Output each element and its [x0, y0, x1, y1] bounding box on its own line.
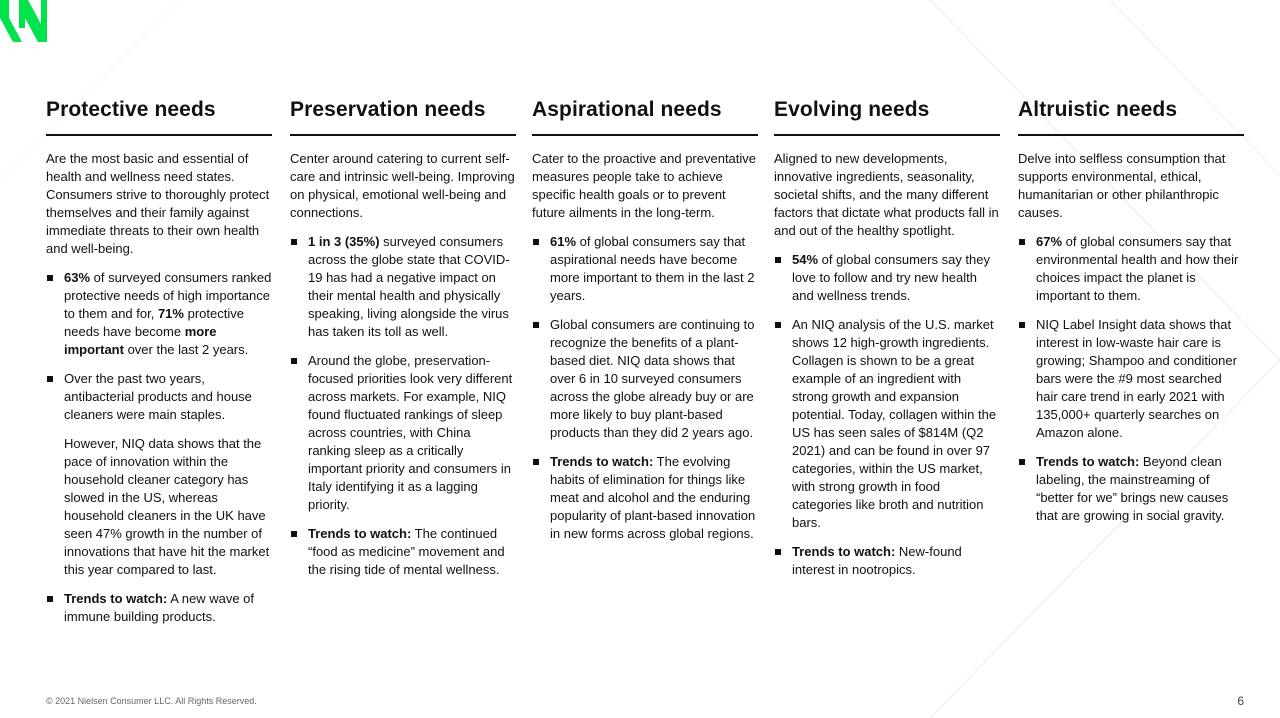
bullet-text	[64, 590, 272, 626]
bullet-item	[774, 316, 1000, 532]
text-run: of global consumers say that environmental health and how their choices impact the planet is important to them.	[1036, 234, 1239, 303]
text-run: New-found interest in nootropics.	[792, 544, 962, 577]
bullet-square-icon	[775, 322, 781, 328]
bullet-square-icon	[291, 358, 297, 364]
bullet-text	[1036, 316, 1244, 442]
text-run: However, NIQ data shows that the pace of innovation within the household cleaner category has slowed in the US, whereas household cleaners in the UK have seen 47% growth in the number of innovations that have hit the market this year compared to last.	[64, 436, 270, 577]
bold-text: 54%	[792, 252, 819, 267]
bullet-square-icon	[47, 376, 53, 382]
bullet-square-icon	[47, 596, 53, 602]
bullet-text	[792, 251, 1000, 305]
bold-text: Trends to watch:	[64, 591, 168, 606]
bullet-list	[1018, 233, 1244, 525]
bullet-square-icon	[1019, 459, 1025, 465]
bullet-text	[550, 233, 758, 305]
bullet-text	[308, 352, 516, 514]
text-run: The continued “food as medicine” movement and the rising tide of mental wellness.	[308, 526, 505, 577]
bold-text: 61%	[550, 234, 577, 249]
bold-text: Trends to watch:	[550, 454, 654, 469]
text-run: An NIQ analysis of the U.S. market shows 12 high-growth ingredients. Collagen is shown to be a great example of an ingredient with strong growth and expansion potential. Today, collagen within the US has seen sales of $814M (Q2 2021) and can be found in over 97 categories, within the US market, with strong growth in food categories like broth and nutrition bars.	[792, 317, 997, 530]
bullet-text	[1036, 233, 1244, 305]
column-evolving-needs	[774, 96, 1000, 590]
bullet-item	[774, 251, 1000, 305]
column-title: Preservation needs	[290, 96, 516, 136]
bullet-square-icon	[1019, 322, 1025, 328]
column-title: Evolving needs	[774, 96, 1000, 136]
bullet-list	[774, 251, 1000, 579]
bold-text: more important	[64, 324, 217, 357]
column-intro: Cater to the proactive and preventative measures people take to achieve specific health goals or to prevent future ailments in the long-term.	[532, 151, 757, 220]
bullet-square-icon	[291, 531, 297, 537]
text-run: protective needs have become	[64, 306, 244, 339]
bold-text: 1 in 3 (35%)	[308, 234, 380, 249]
bullet-item	[532, 233, 758, 305]
text-run: surveyed consumers across the globe state that COVID-19 has had a negative impact on their mental health and physically speaking, living alongside the virus has taken its toll as well.	[308, 234, 510, 339]
bullet-text	[64, 269, 272, 359]
bullet-item	[1018, 453, 1244, 525]
bullet-square-icon	[47, 275, 53, 281]
bullet-list	[532, 233, 758, 543]
bullet-text	[792, 316, 1000, 532]
bullet-text	[550, 316, 758, 442]
column-title: Protective needs	[46, 96, 272, 136]
bullet-text	[1036, 453, 1244, 525]
company-logo	[0, 0, 48, 42]
bullet-item	[774, 543, 1000, 579]
column-title: Altruistic needs	[1018, 96, 1244, 136]
text-run: Global consumers are continuing to recognize the benefits of a plant-based diet. NIQ data shows that over 6 in 10 surveyed consumers across the globe already buy or are more likely to buy plant-based products than they did 2 years ago.	[550, 317, 755, 440]
bullet-item	[1018, 233, 1244, 305]
bullet-text	[792, 543, 1000, 579]
column-intro: Aligned to new developments, innovative ingredients, seasonality, societal shifts, and the many different factors that dictate what products fall in and out of the healthy spotlight.	[774, 151, 999, 238]
bullet-item	[290, 525, 516, 579]
bold-text: 67%	[1036, 234, 1063, 249]
text-run: Beyond clean labeling, the mainstreaming of “better for we” brings new causes that are growing in social gravity.	[1036, 454, 1229, 523]
bullet-square-icon	[533, 459, 539, 465]
bullet-square-icon	[533, 239, 539, 245]
bullet-item	[1018, 316, 1244, 442]
bullet-item	[532, 316, 758, 442]
page-number: 6	[1237, 694, 1244, 708]
bullet-list	[290, 233, 516, 579]
text-run: of global consumers say that aspirational needs have become more important to them in the last 2 years.	[550, 234, 755, 303]
column-intro: Delve into selfless consumption that supports environmental, ethical, humanitarian or other philanthropic causes.	[1018, 151, 1226, 220]
bold-text: 63%	[64, 270, 91, 285]
text-run: Around the globe, preservation-focused priorities look very different across markets. For example, NIQ found fluctuated rankings of sleep across countries, with China ranking sleep as a critically important priority and consumers in Italy identifying it as a lagging priority.	[308, 353, 513, 512]
column-preservation-needs	[290, 96, 516, 590]
bullet-text	[550, 453, 758, 543]
text-run: of surveyed consumers ranked protective needs of high importance to them and for,	[64, 270, 272, 321]
bullet-square-icon	[533, 322, 539, 328]
bullet-square-icon	[291, 239, 297, 245]
bold-text: Trends to watch:	[792, 544, 896, 559]
bullet-square-icon	[775, 549, 781, 555]
column-altruistic-needs	[1018, 96, 1244, 536]
bullet-text	[308, 525, 516, 579]
bullet-item	[46, 590, 272, 626]
column-intro: Center around catering to current self-care and intrinsic well-being. Improving on physical, emotional well-being and connections.	[290, 151, 515, 220]
bold-text: Trends to watch:	[1036, 454, 1140, 469]
text-run: of global consumers say they love to follow and try new health and wellness trends.	[792, 252, 991, 303]
bullet-item	[290, 352, 516, 514]
column-protective-needs	[46, 96, 272, 637]
bullet-text	[64, 435, 272, 579]
bullet-list	[46, 269, 272, 626]
text-run: over the last 2 years.	[123, 342, 249, 357]
text-run: Over the past two years, antibacterial products and house cleaners were main staples.	[64, 371, 252, 422]
copyright-footer: © 2021 Nielsen Consumer LLC. All Rights Reserved.	[46, 696, 257, 706]
column-aspirational-needs	[532, 96, 758, 554]
text-run: The evolving habits of elimination for things like meat and alcohol and the enduring popularity of plant-based innovation in new forms across global regions.	[550, 454, 756, 541]
bold-text: Trends to watch:	[308, 526, 412, 541]
text-run: NIQ Label Insight data shows that interest in low-waste hair care is growing; Shampoo and conditioner bars were the #9 most searched hair care trend in early 2021 with 135,000+ quarterly searches on Amazon alone.	[1036, 317, 1237, 440]
bullet-item	[290, 233, 516, 341]
bullet-square-icon	[1019, 239, 1025, 245]
bullet-item	[532, 453, 758, 543]
bullet-text	[64, 370, 272, 424]
bold-text: 71%	[157, 306, 184, 321]
column-title: Aspirational needs	[532, 96, 758, 136]
column-intro: Are the most basic and essential of health and wellness need states. Consumers strive to thoroughly protect themselves and their family against immediate threats to their own health and well-being.	[46, 151, 270, 256]
needs-columns	[46, 96, 1246, 676]
bullet-item	[46, 269, 272, 359]
bullet-item	[46, 370, 272, 579]
bullet-text	[308, 233, 516, 341]
bullet-square-icon	[775, 257, 781, 263]
text-run: A new wave of immune building products.	[64, 591, 255, 624]
